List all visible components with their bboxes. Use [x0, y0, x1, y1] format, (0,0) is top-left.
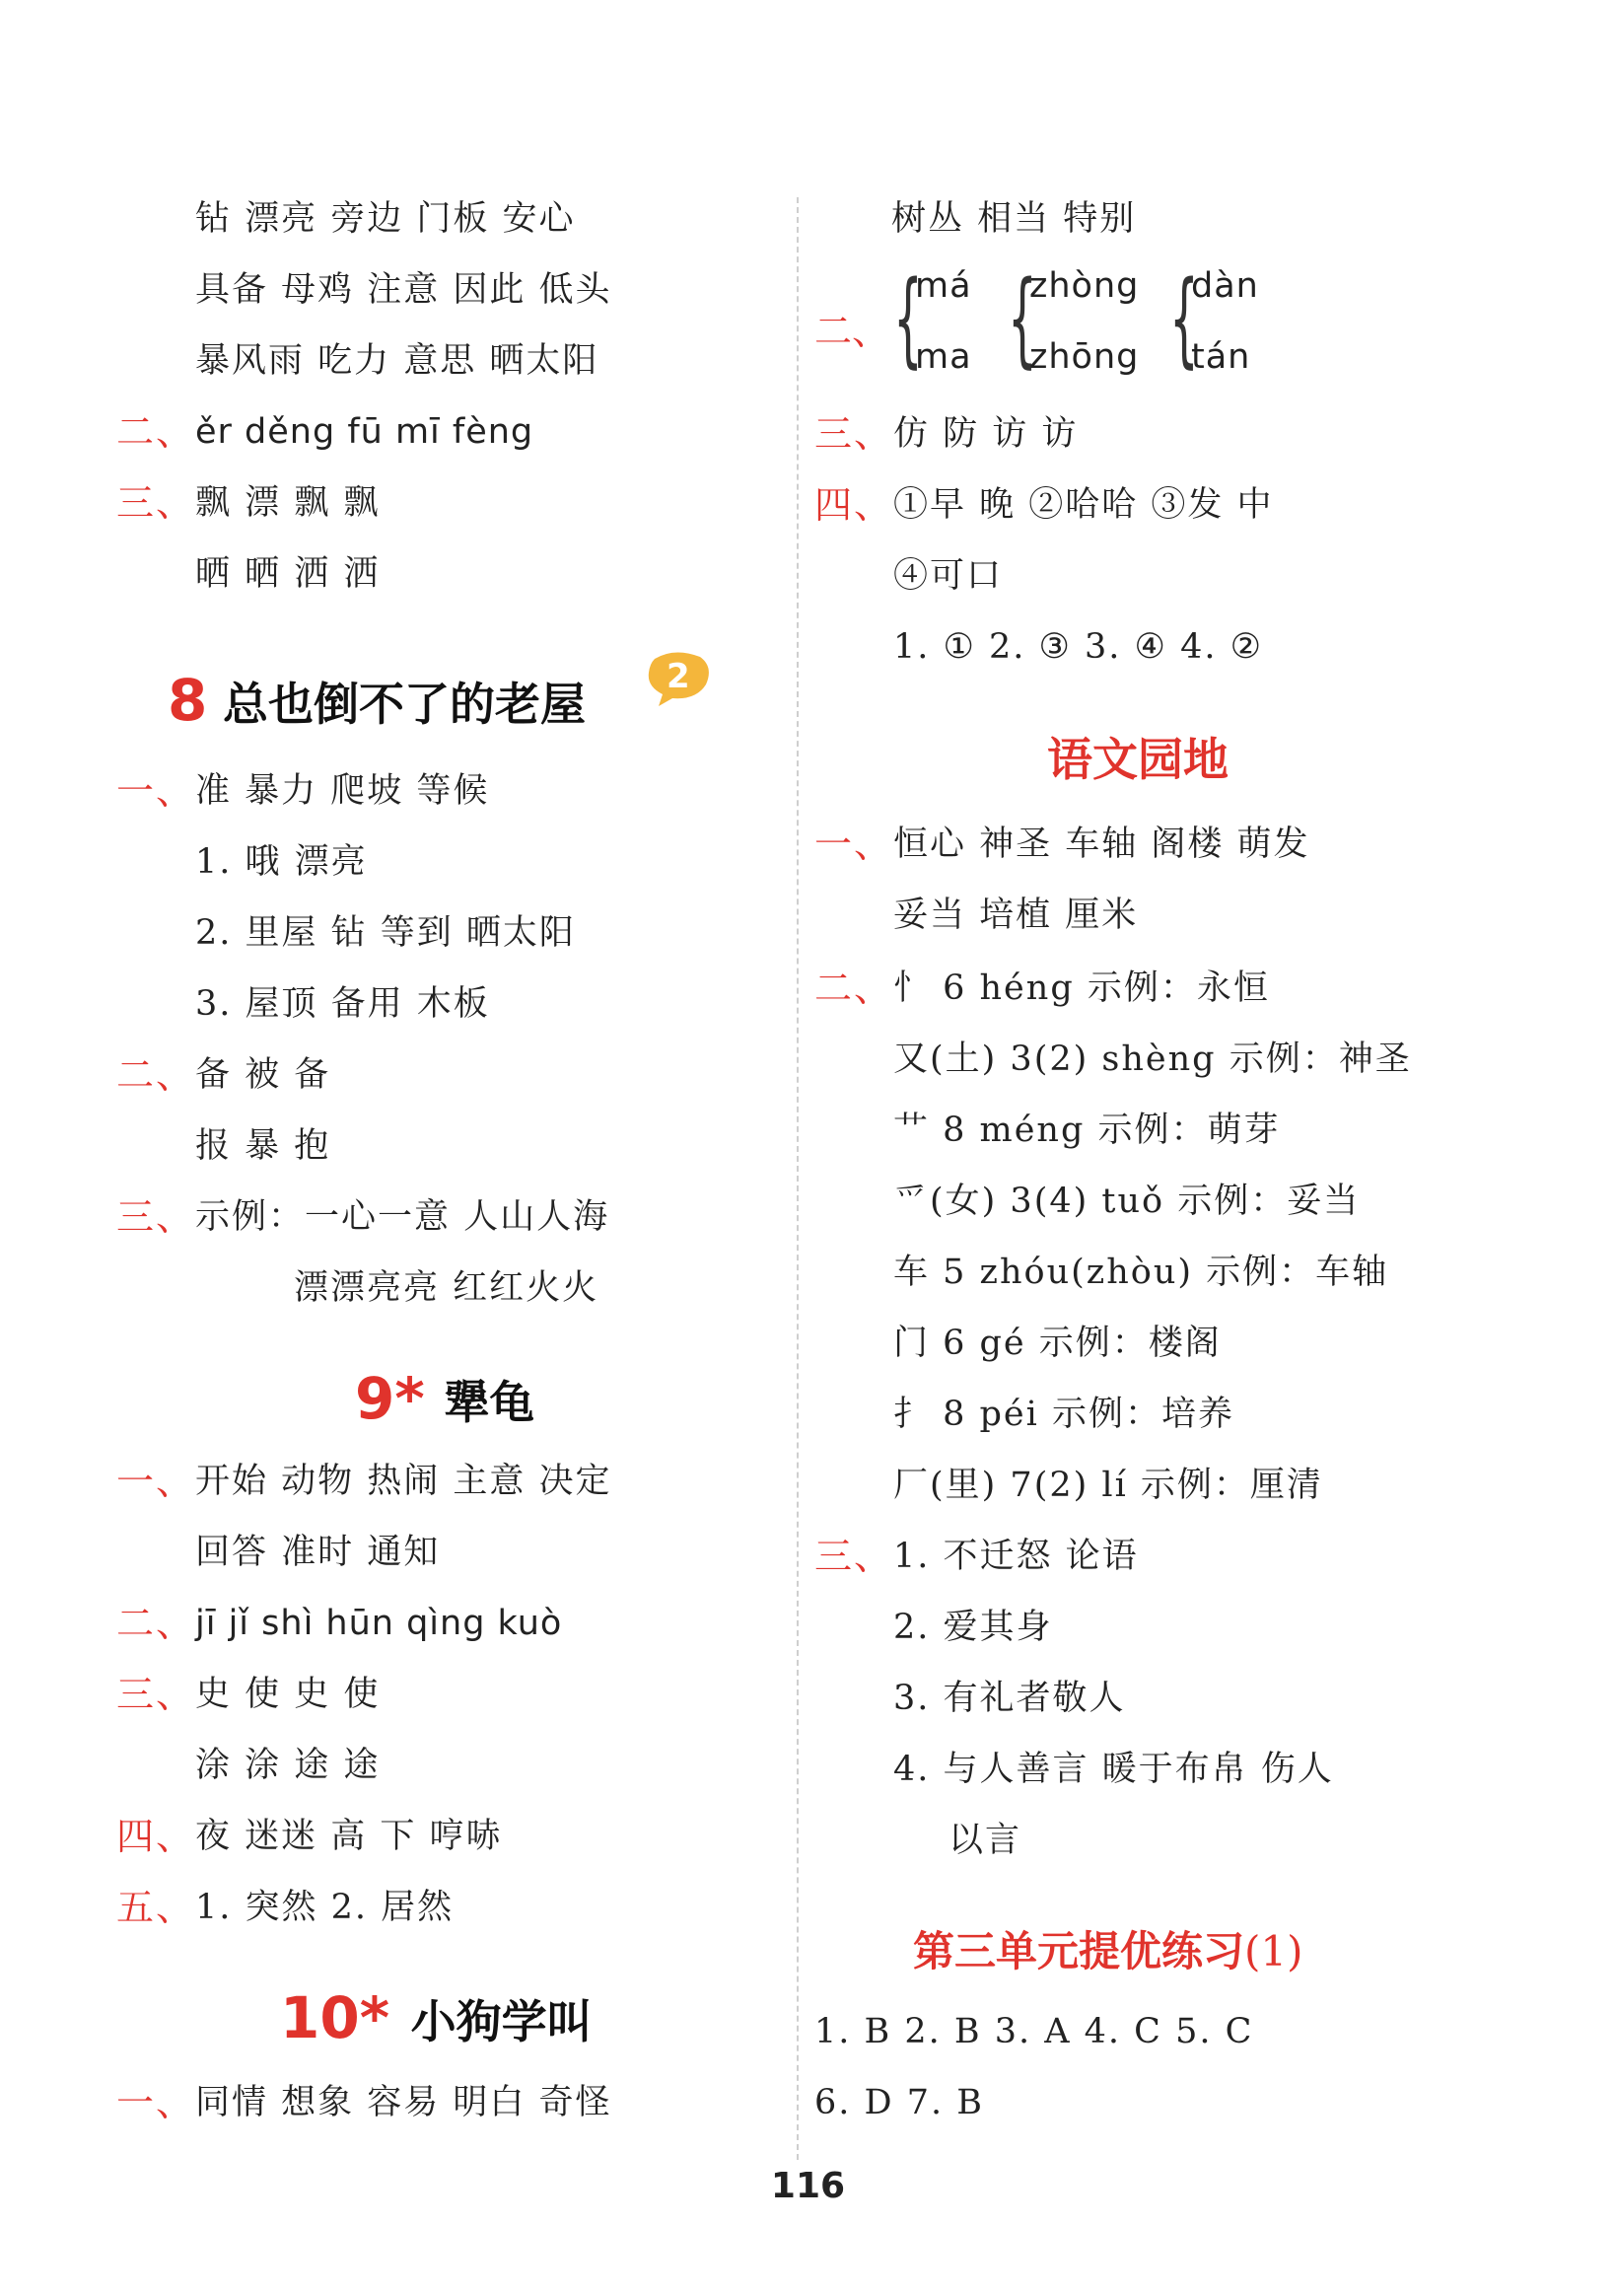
pinyin-bottom: zhōng — [1029, 337, 1140, 377]
answer-text: 3. 有礼者敬人 — [893, 1679, 1126, 1718]
answer-text: 示例：一心一意 人山人海 — [195, 1197, 610, 1237]
answer-text: 厂(里) 7(2) lí 示例：厘清 — [893, 1466, 1323, 1505]
answer-text: 仿 防 访 访 — [893, 414, 1079, 454]
question-marker: 三、 — [116, 481, 196, 525]
answer-text: ④可口 — [893, 556, 1004, 596]
question-marker: 一、 — [116, 769, 196, 813]
answer-text: 1. ① 2. ③ 3. ④ 4. ② — [893, 627, 1263, 667]
section-heading — [913, 1919, 1303, 1978]
page-number: 116 — [770, 2166, 846, 2206]
answer-text: ěr děng fū mī fèng — [195, 412, 534, 452]
section-number: (1) — [1244, 1927, 1303, 1975]
lesson-heading — [355, 1365, 534, 1432]
pinyin-top: zhòng — [1029, 266, 1140, 306]
answer-text: 同情 想象 容易 明白 奇怪 — [195, 2083, 612, 2122]
question-marker: 二、 — [814, 967, 894, 1010]
answer-text: 准 暴力 爬坡 等候 — [195, 771, 490, 811]
answer-text: 涂 涂 途 途 — [195, 1746, 381, 1785]
lesson-number: 8 — [168, 667, 208, 734]
pinyin-top: má — [915, 266, 972, 306]
pinyin-top: dàn — [1191, 266, 1259, 306]
answer-text: 6. D 7. B — [814, 2083, 984, 2122]
answer-text: 漂漂亮亮 红红火火 — [294, 1268, 599, 1308]
answer-text: 1. 突然 2. 居然 — [195, 1888, 455, 1927]
answer-text: 1. 哦 漂亮 — [195, 842, 368, 882]
question-marker: 四、 — [814, 483, 894, 527]
answer-text: 开始 动物 热闹 主意 决定 — [195, 1462, 612, 1501]
answer-text: 门 6 gé 示例：楼阁 — [893, 1324, 1222, 1363]
answer-text: 钻 漂亮 旁边 门板 安心 — [195, 199, 576, 239]
lesson-title: 小狗学叫 — [410, 1995, 593, 2048]
answer-text: 飘 漂 飘 飘 — [195, 483, 381, 523]
answer-text: 2. 里屋 钻 等到 晒太阳 — [195, 913, 576, 953]
question-marker: 三、 — [116, 1195, 196, 1239]
lesson-heading — [168, 667, 586, 734]
answer-text: 4. 与人善言 暖于布帛 伤人 — [893, 1750, 1334, 1789]
question-marker: 三、 — [116, 1673, 196, 1716]
pinyin-bottom: ma — [915, 337, 972, 377]
answer-text: 1. B 2. B 3. A 4. C 5. C — [814, 2012, 1254, 2051]
answer-text: 车 5 zhóu(zhòu) 示例：车轴 — [893, 1253, 1389, 1292]
answer-text: 妥当 培植 厘米 — [893, 896, 1139, 935]
question-marker: 二、 — [116, 1053, 196, 1097]
question-marker: 三、 — [814, 1535, 894, 1578]
answer-text: 恒心 神圣 车轴 阁楼 萌发 — [893, 825, 1310, 864]
lesson-number: 10* — [280, 1984, 390, 2051]
lesson-heading — [280, 1984, 593, 2051]
section-title: 语文园地 — [1047, 733, 1229, 786]
answer-text: 树丛 相当 特别 — [891, 199, 1137, 239]
badge-text: 2 — [667, 657, 690, 696]
answer-text: 史 使 史 使 — [195, 1675, 381, 1714]
section-title: 第三单元提优练习 — [913, 1927, 1245, 1975]
column-divider — [797, 197, 799, 2160]
answer-text: 2. 爱其身 — [893, 1608, 1053, 1647]
answer-text: 扌 8 péi 示例：培养 — [893, 1395, 1234, 1434]
answer-text: 爫(女) 3(4) tuǒ 示例：妥当 — [893, 1182, 1361, 1221]
answer-text: 回答 准时 通知 — [195, 1533, 441, 1572]
question-marker: 二、 — [814, 310, 890, 353]
answer-text: jī jǐ shì hūn qìng kuò — [195, 1604, 563, 1643]
lesson-number: 9* — [355, 1365, 425, 1432]
question-marker: 二、 — [116, 410, 196, 454]
answer-text: 忄 6 héng 示例：永恒 — [893, 969, 1270, 1008]
answer-text: 备 被 备 — [195, 1055, 331, 1095]
question-marker: 二、 — [116, 1602, 196, 1645]
level-badge-icon — [645, 651, 714, 708]
answer-text: 又(土) 3(2) shèng 示例：神圣 — [893, 1040, 1412, 1079]
answer-text: 晒 晒 洒 洒 — [195, 554, 381, 594]
answer-text: 艹 8 méng 示例：萌芽 — [893, 1111, 1281, 1150]
question-marker: 一、 — [116, 1460, 196, 1503]
question-marker: 五、 — [116, 1886, 196, 1929]
question-marker: 一、 — [116, 2081, 196, 2124]
pinyin-brace-group: 二、 { má ma { zhòng zhōng { dàn tán — [814, 260, 1327, 393]
question-marker: 四、 — [116, 1815, 196, 1858]
answer-text: 报 暴 抱 — [195, 1126, 331, 1166]
lesson-title: 总也倒不了的老屋 — [222, 678, 586, 731]
lesson-title: 犟龟 — [444, 1376, 535, 1429]
answer-text: 具备 母鸡 注意 因此 低头 — [195, 270, 612, 310]
question-marker: 一、 — [814, 823, 894, 866]
answer-text: 以言 — [949, 1821, 1022, 1860]
answer-text: ①早 晚 ②哈哈 ③发 中 — [893, 485, 1274, 525]
answer-text: 暴风雨 吃力 意思 晒太阳 — [195, 341, 599, 381]
answer-text: 1. 不迁怒 论语 — [893, 1537, 1139, 1576]
answer-text: 3. 屋顶 备用 木板 — [195, 984, 490, 1024]
pinyin-bottom: tán — [1191, 337, 1251, 377]
question-marker: 三、 — [814, 412, 894, 456]
answer-text: 夜 迷迷 高 下 哼哧 — [195, 1817, 503, 1856]
section-heading — [1047, 724, 1229, 789]
